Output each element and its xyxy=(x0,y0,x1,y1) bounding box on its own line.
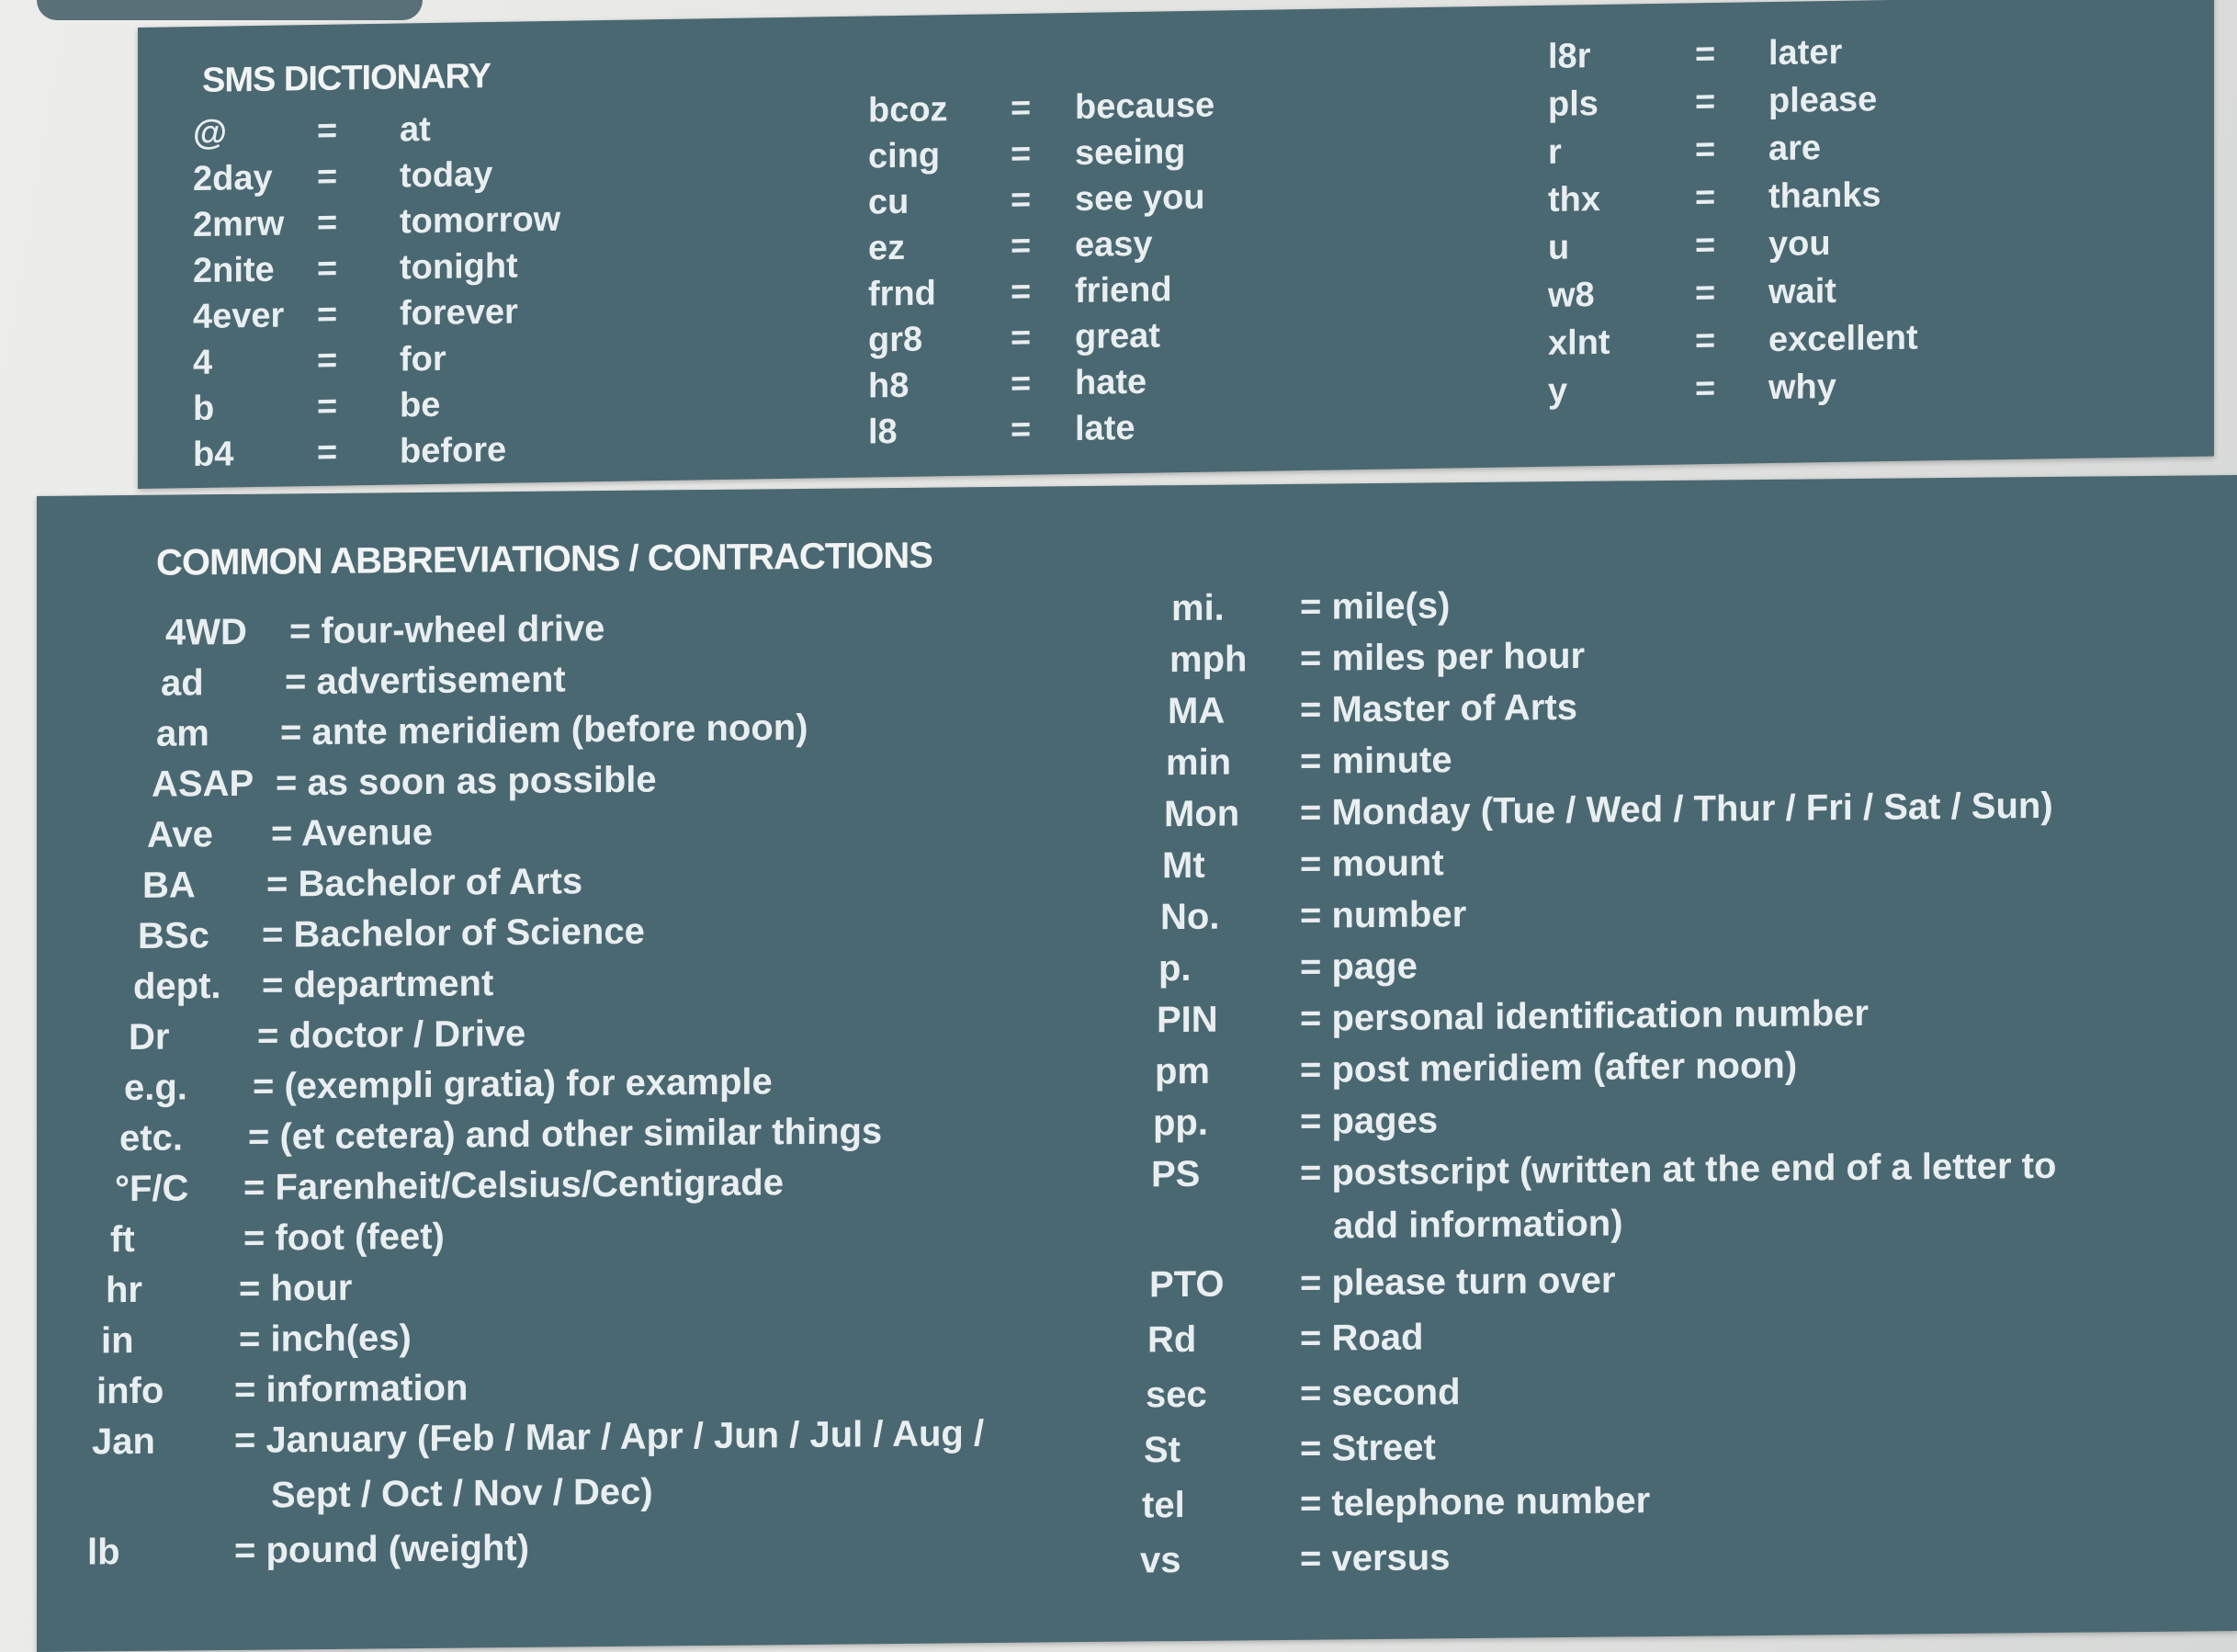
equals-sign: = xyxy=(1695,130,1716,170)
abbreviation-meaning: = mount xyxy=(1300,843,1444,885)
equals-sign: = xyxy=(1011,410,1032,450)
abbreviation-code: 4WD xyxy=(165,611,247,653)
sms-code: gr8 xyxy=(868,320,923,360)
abbreviation-meaning: = (exempli gratia) for example xyxy=(253,1061,773,1107)
sms-code: frnd xyxy=(868,274,936,314)
sms-code: 4 xyxy=(193,343,213,383)
equals-sign: = xyxy=(317,433,338,472)
abbreviation-code: e.g. xyxy=(124,1067,187,1109)
abbreviation-code: mi. xyxy=(1171,587,1225,629)
sms-meaning: tonight xyxy=(400,246,518,288)
sms-code: pls xyxy=(1548,85,1599,124)
sms-code: w8 xyxy=(1548,276,1595,315)
abbreviation-code: Mon xyxy=(1164,793,1240,835)
sms-meaning: because xyxy=(1075,85,1215,127)
abbreviation-meaning: = postscript (written at the end of a letter to xyxy=(1300,1145,2057,1194)
abbreviation-code: ad xyxy=(161,662,204,704)
abbreviation-meaning: = Avenue xyxy=(271,811,433,854)
abbreviation-meaning: = versus xyxy=(1300,1537,1451,1579)
equals-sign: = xyxy=(1011,134,1032,175)
sms-code: l8 xyxy=(868,413,898,452)
abbreviation-meaning: = minute xyxy=(1300,740,1452,782)
abbreviation-code: BA xyxy=(142,865,196,906)
sms-dictionary-panel xyxy=(138,0,2214,489)
abbreviation-code: sec xyxy=(1146,1374,1207,1416)
abbreviation-meaning: = please turn over xyxy=(1300,1260,1616,1304)
abbreviation-code: in xyxy=(101,1319,134,1362)
equals-sign: = xyxy=(317,111,338,151)
abbreviation-meaning: = advertisement xyxy=(285,659,566,703)
abbreviation-code: No. xyxy=(1160,896,1220,938)
sms-code: 2mrw xyxy=(193,204,285,245)
abbreviation-meaning: = hour xyxy=(239,1267,353,1309)
sms-code: r xyxy=(1548,132,1562,172)
header-strip xyxy=(37,0,423,20)
abbreviation-meaning: = ante meridiem (before noon) xyxy=(280,707,808,753)
abbreviation-code: ft xyxy=(110,1218,135,1261)
sms-meaning: hate xyxy=(1075,362,1147,402)
abbreviation-meaning: = Street xyxy=(1300,1427,1436,1469)
equals-sign: = xyxy=(1695,322,1716,361)
abbreviation-meaning: = as soon as possible xyxy=(276,759,657,804)
sms-meaning: great xyxy=(1075,316,1160,356)
sms-code: b4 xyxy=(193,435,234,475)
abbreviation-code: MA xyxy=(1168,690,1226,732)
abbreviation-code: ASAP xyxy=(152,763,254,805)
abbreviation-meaning: = Bachelor of Science xyxy=(262,911,645,956)
sms-code: y xyxy=(1548,371,1568,411)
sms-meaning: see you xyxy=(1075,177,1205,219)
abbreviations-heading: COMMON ABBREVIATIONS / CONTRACTIONS xyxy=(156,535,932,583)
abbreviation-code: PS xyxy=(1151,1153,1201,1195)
equals-sign: = xyxy=(1695,35,1716,74)
sms-meaning: you xyxy=(1768,224,1831,265)
equals-sign: = xyxy=(317,157,338,197)
sms-code: l8r xyxy=(1548,37,1591,76)
equals-sign: = xyxy=(1011,226,1032,266)
equals-sign: = xyxy=(1011,272,1032,312)
abbreviations-panel xyxy=(37,475,2237,1652)
abbreviation-code: Dr xyxy=(129,1016,170,1058)
equals-sign: = xyxy=(317,203,338,243)
abbreviation-code: Jan xyxy=(92,1420,155,1463)
sms-meaning: late xyxy=(1075,408,1135,448)
abbreviation-meaning: = Master of Arts xyxy=(1300,686,1577,730)
equals-sign: = xyxy=(1695,178,1716,218)
sms-meaning: be xyxy=(400,385,441,425)
abbreviation-code: p. xyxy=(1158,947,1192,990)
abbreviation-meaning: = Monday (Tue / Wed / Thur / Fri / Sat / Sun) xyxy=(1300,785,2053,833)
sms-meaning: tomorrow xyxy=(400,199,561,242)
abbreviation-code: info xyxy=(96,1370,164,1412)
abbreviation-code: hr xyxy=(106,1269,142,1311)
abbreviation-code: pm xyxy=(1155,1050,1210,1092)
equals-sign: = xyxy=(317,387,338,426)
sms-code: @ xyxy=(193,113,228,153)
sms-meaning: thanks xyxy=(1768,175,1881,217)
abbreviation-meaning: = number xyxy=(1300,894,1467,936)
abbreviation-code: Ave xyxy=(147,814,213,855)
sms-meaning: easy xyxy=(1075,224,1153,265)
abbreviation-meaning: = page xyxy=(1300,945,1418,988)
abbreviation-code: tel xyxy=(1142,1485,1185,1526)
sms-code: 4ever xyxy=(193,296,285,337)
abbreviation-code: vs xyxy=(1140,1540,1181,1581)
equals-sign: = xyxy=(1011,318,1032,358)
sms-meaning: at xyxy=(400,109,431,150)
sms-code: cing xyxy=(868,136,941,176)
abbreviation-code: BSc xyxy=(138,915,209,956)
sms-code: bcoz xyxy=(868,90,948,130)
abbreviation-meaning: = miles per hour xyxy=(1300,635,1586,679)
sms-meaning: today xyxy=(400,154,493,196)
sms-code: u xyxy=(1548,228,1570,267)
sms-meaning: seeing xyxy=(1075,132,1186,173)
abbreviation-meaning: = doctor / Drive xyxy=(257,1013,526,1057)
equals-sign: = xyxy=(1011,364,1032,404)
equals-sign: = xyxy=(1011,88,1032,129)
abbreviation-code: am xyxy=(156,713,209,754)
abbreviation-meaning: = mile(s) xyxy=(1300,585,1451,628)
abbreviation-meaning: = information xyxy=(234,1367,469,1410)
abbreviation-meaning: = pound (weight) xyxy=(234,1527,530,1571)
abbreviation-meaning-continued: Sept / Oct / Nov / Dec) xyxy=(271,1471,653,1516)
abbreviation-meaning: = four-wheel drive xyxy=(289,608,605,652)
sms-meaning: excellent xyxy=(1768,318,1918,360)
sms-meaning: wait xyxy=(1768,271,1836,312)
sms-code: 2nite xyxy=(193,250,275,291)
sms-code: ez xyxy=(868,228,906,268)
equals-sign: = xyxy=(1695,274,1716,313)
abbreviation-meaning: = (et cetera) and other similar things xyxy=(248,1111,883,1158)
abbreviation-code: lb xyxy=(87,1532,120,1573)
sms-code: 2day xyxy=(193,158,273,199)
abbreviation-meaning: = second xyxy=(1300,1372,1461,1414)
sms-code: thx xyxy=(1548,179,1600,220)
abbreviation-code: min xyxy=(1166,741,1232,784)
abbreviation-meaning: = post meridiem (after noon) xyxy=(1300,1045,1798,1091)
sms-meaning: friend xyxy=(1075,270,1172,311)
sms-code: cu xyxy=(868,182,909,222)
sms-meaning: please xyxy=(1768,80,1878,121)
abbreviation-meaning: = Farenheit/Celsius/Centigrade xyxy=(243,1162,784,1208)
equals-sign: = xyxy=(317,341,338,380)
abbreviation-code: pp. xyxy=(1153,1102,1208,1144)
sms-code: xlnt xyxy=(1548,322,1610,363)
abbreviation-meaning: = Bachelor of Arts xyxy=(266,861,583,905)
sms-meaning: are xyxy=(1768,129,1822,169)
abbreviation-code: mph xyxy=(1169,639,1248,681)
abbreviation-meaning-continued: add information) xyxy=(1333,1203,1623,1247)
abbreviation-code: etc. xyxy=(119,1117,183,1160)
abbreviation-meaning: = telephone number xyxy=(1300,1480,1651,1524)
sms-meaning: why xyxy=(1768,367,1836,408)
abbreviation-meaning: = inch(es) xyxy=(239,1318,412,1360)
abbreviation-meaning: = foot (feet) xyxy=(243,1216,445,1259)
equals-sign: = xyxy=(1695,83,1716,122)
sms-meaning: before xyxy=(400,430,507,471)
abbreviation-meaning: = Road xyxy=(1300,1317,1424,1359)
sms-meaning: for xyxy=(400,339,446,379)
abbreviation-code: PTO xyxy=(1149,1263,1225,1306)
abbreviation-code: PIN xyxy=(1157,999,1218,1041)
abbreviation-code: dept. xyxy=(133,966,221,1007)
abbreviation-code: °F/C xyxy=(115,1168,189,1210)
sms-meaning: later xyxy=(1768,32,1843,74)
sms-dictionary-heading: SMS DICTIONARY xyxy=(202,56,491,100)
equals-sign: = xyxy=(317,249,338,289)
sms-meaning: forever xyxy=(400,292,518,334)
abbreviation-meaning: = pages xyxy=(1300,1100,1439,1142)
abbreviation-code: Rd xyxy=(1147,1318,1197,1361)
abbreviation-meaning: = department xyxy=(262,963,494,1006)
sms-code: h8 xyxy=(868,366,909,406)
abbreviation-meaning: = personal identification number xyxy=(1300,992,1869,1039)
abbreviation-code: Mt xyxy=(1162,844,1205,887)
equals-sign: = xyxy=(1011,180,1032,221)
abbreviation-code: St xyxy=(1144,1430,1181,1471)
equals-sign: = xyxy=(1695,226,1716,266)
sms-code: b xyxy=(193,389,215,429)
equals-sign: = xyxy=(317,295,338,334)
abbreviation-meaning: = January (Feb / Mar / Apr / Jun / Jul / Aug / xyxy=(234,1413,985,1461)
equals-sign: = xyxy=(1695,369,1716,409)
